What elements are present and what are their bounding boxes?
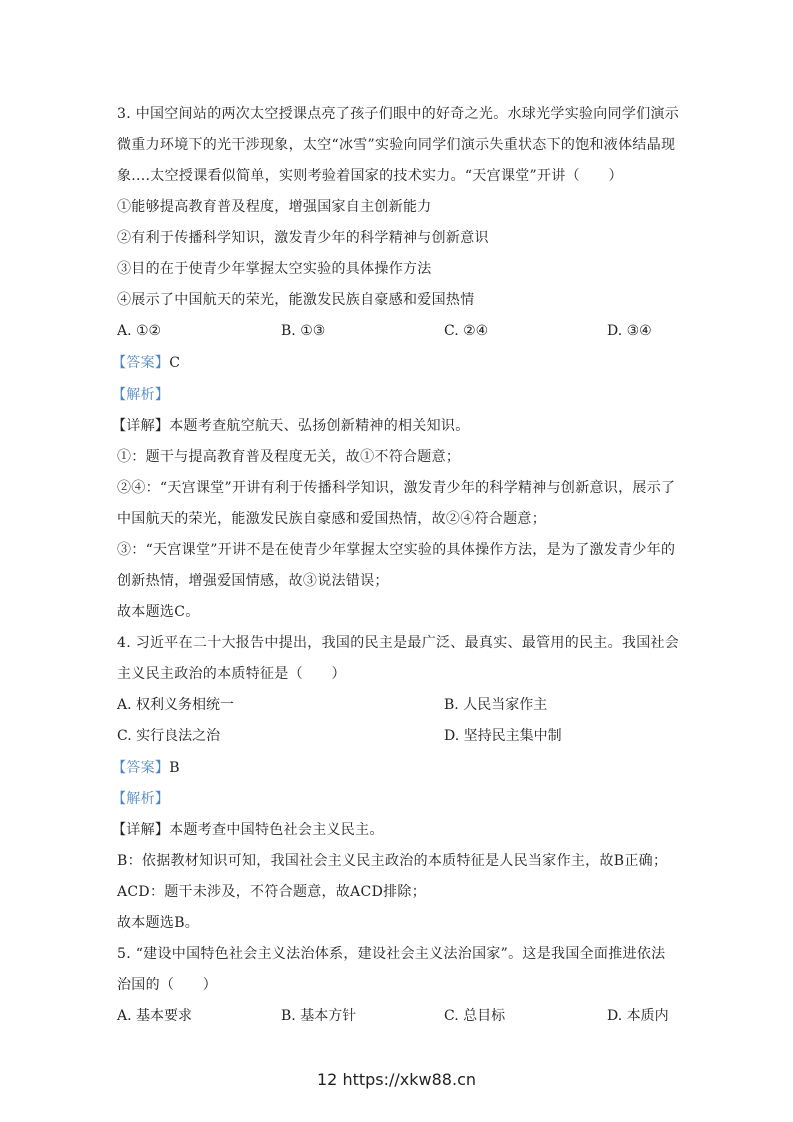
q3-detail-line: 【详解】本题考查航空航天、弘扬创新精神的相关知识。 bbox=[112, 418, 470, 434]
q3-detail-line: ①：题干与提高教育普及程度无关，故①不符合题意； bbox=[117, 449, 461, 465]
q4-detail-line: 【详解】本题考查中国特色社会主义民主。 bbox=[112, 822, 384, 838]
page-footer: 12 https://xkw88.cn bbox=[317, 1070, 476, 1089]
q3-statement: ③目的在于使青少年掌握太空实验的具体操作方法 bbox=[117, 261, 432, 277]
q5-stem-line: 治国的（ ） bbox=[117, 977, 218, 993]
q3-statement: ④展示了中国航天的荣光，能激发民族自豪感和爱国热情 bbox=[117, 292, 475, 308]
q4-option-d: D. 坚持民主集中制 bbox=[444, 728, 562, 744]
q3-statement: ②有利于传播科学知识，激发青少年的科学精神与创新意识 bbox=[117, 230, 489, 246]
q3-option-b: B. ①③ bbox=[281, 323, 326, 339]
answer-tag: 【答案】 bbox=[112, 760, 170, 776]
q4-option-b: B. 人民当家作主 bbox=[444, 697, 548, 713]
q3-detail-line: ②④：“天宫课堂”开讲有利于传播科学知识，激发青少年的科学精神与创新意识，展示了 bbox=[117, 480, 676, 496]
q4-stem-line: 4. 习近平在二十大报告中提出，我国的民主是最广泛、最真实、最管用的民主。我国社会 bbox=[117, 635, 680, 651]
q5-option-d: D. 本质内 bbox=[607, 1008, 669, 1024]
q3-stem-line: 象....太空授课看似简单，实则考验着国家的技术实力。“天宫课堂”开讲（ ） bbox=[117, 168, 623, 184]
answer-value: C bbox=[169, 355, 181, 371]
q4-stem-line: 主义民主政治的本质特征是（ ） bbox=[117, 666, 346, 682]
q4-option-c: C. 实行良法之治 bbox=[117, 728, 221, 744]
q3-option-d: D. ③④ bbox=[607, 323, 652, 339]
answer-tag: 【答案】 bbox=[112, 355, 170, 371]
q4-detail-line: 故本题选B。 bbox=[117, 915, 200, 931]
q4-answer bbox=[112, 758, 180, 778]
q3-statement: ①能够提高教育普及程度，增强国家自主创新能力 bbox=[117, 199, 432, 215]
q3-option-c: C. ②④ bbox=[444, 323, 489, 339]
q4-analysis-tag: 【解析】 bbox=[112, 791, 170, 807]
q4-detail-line: ACD：题干未涉及，不符合题意，故ACD排除； bbox=[117, 884, 426, 900]
q5-stem-line: 5. “建设中国特色社会主义法治体系，建设社会主义法治国家”。这是我国全面推进依法 bbox=[117, 946, 666, 962]
q3-stem-line: 微重力环境下的光干涉现象，太空“冰雪”实验向同学们演示失重状态下的饱和液体结晶现 bbox=[117, 137, 676, 153]
q3-option-a: A. ①② bbox=[117, 323, 162, 339]
q5-option-c: C. 总目标 bbox=[444, 1008, 506, 1024]
answer-value: B bbox=[169, 760, 180, 776]
q4-option-a: A. 权利义务相统一 bbox=[117, 697, 235, 713]
q5-option-a: A. 基本要求 bbox=[117, 1008, 193, 1024]
q3-detail-line: 创新热情，增强爱国情感，故③说法错误； bbox=[117, 573, 389, 589]
q3-stem-line: 3. 中国空间站的两次太空授课点亮了孩子们眼中的好奇之光。水球光学实验向同学们演示 bbox=[117, 106, 680, 122]
q3-detail-line: ③：“天宫课堂”开讲不是在使青少年掌握太空实验的具体操作方法，是为了激发青少年的 bbox=[117, 542, 676, 558]
q4-detail-line: B：依据教材知识可知，我国社会主义民主政治的本质特征是人民当家作主，故B正确； bbox=[117, 853, 668, 869]
q3-analysis-tag: 【解析】 bbox=[112, 387, 170, 403]
q3-answer bbox=[112, 353, 180, 373]
q3-detail-line: 故本题选C。 bbox=[117, 604, 200, 620]
q5-option-b: B. 基本方针 bbox=[281, 1008, 357, 1024]
q3-detail-line: 中国航天的荣光，能激发民族自豪感和爱国热情，故②④符合题意； bbox=[117, 511, 546, 527]
